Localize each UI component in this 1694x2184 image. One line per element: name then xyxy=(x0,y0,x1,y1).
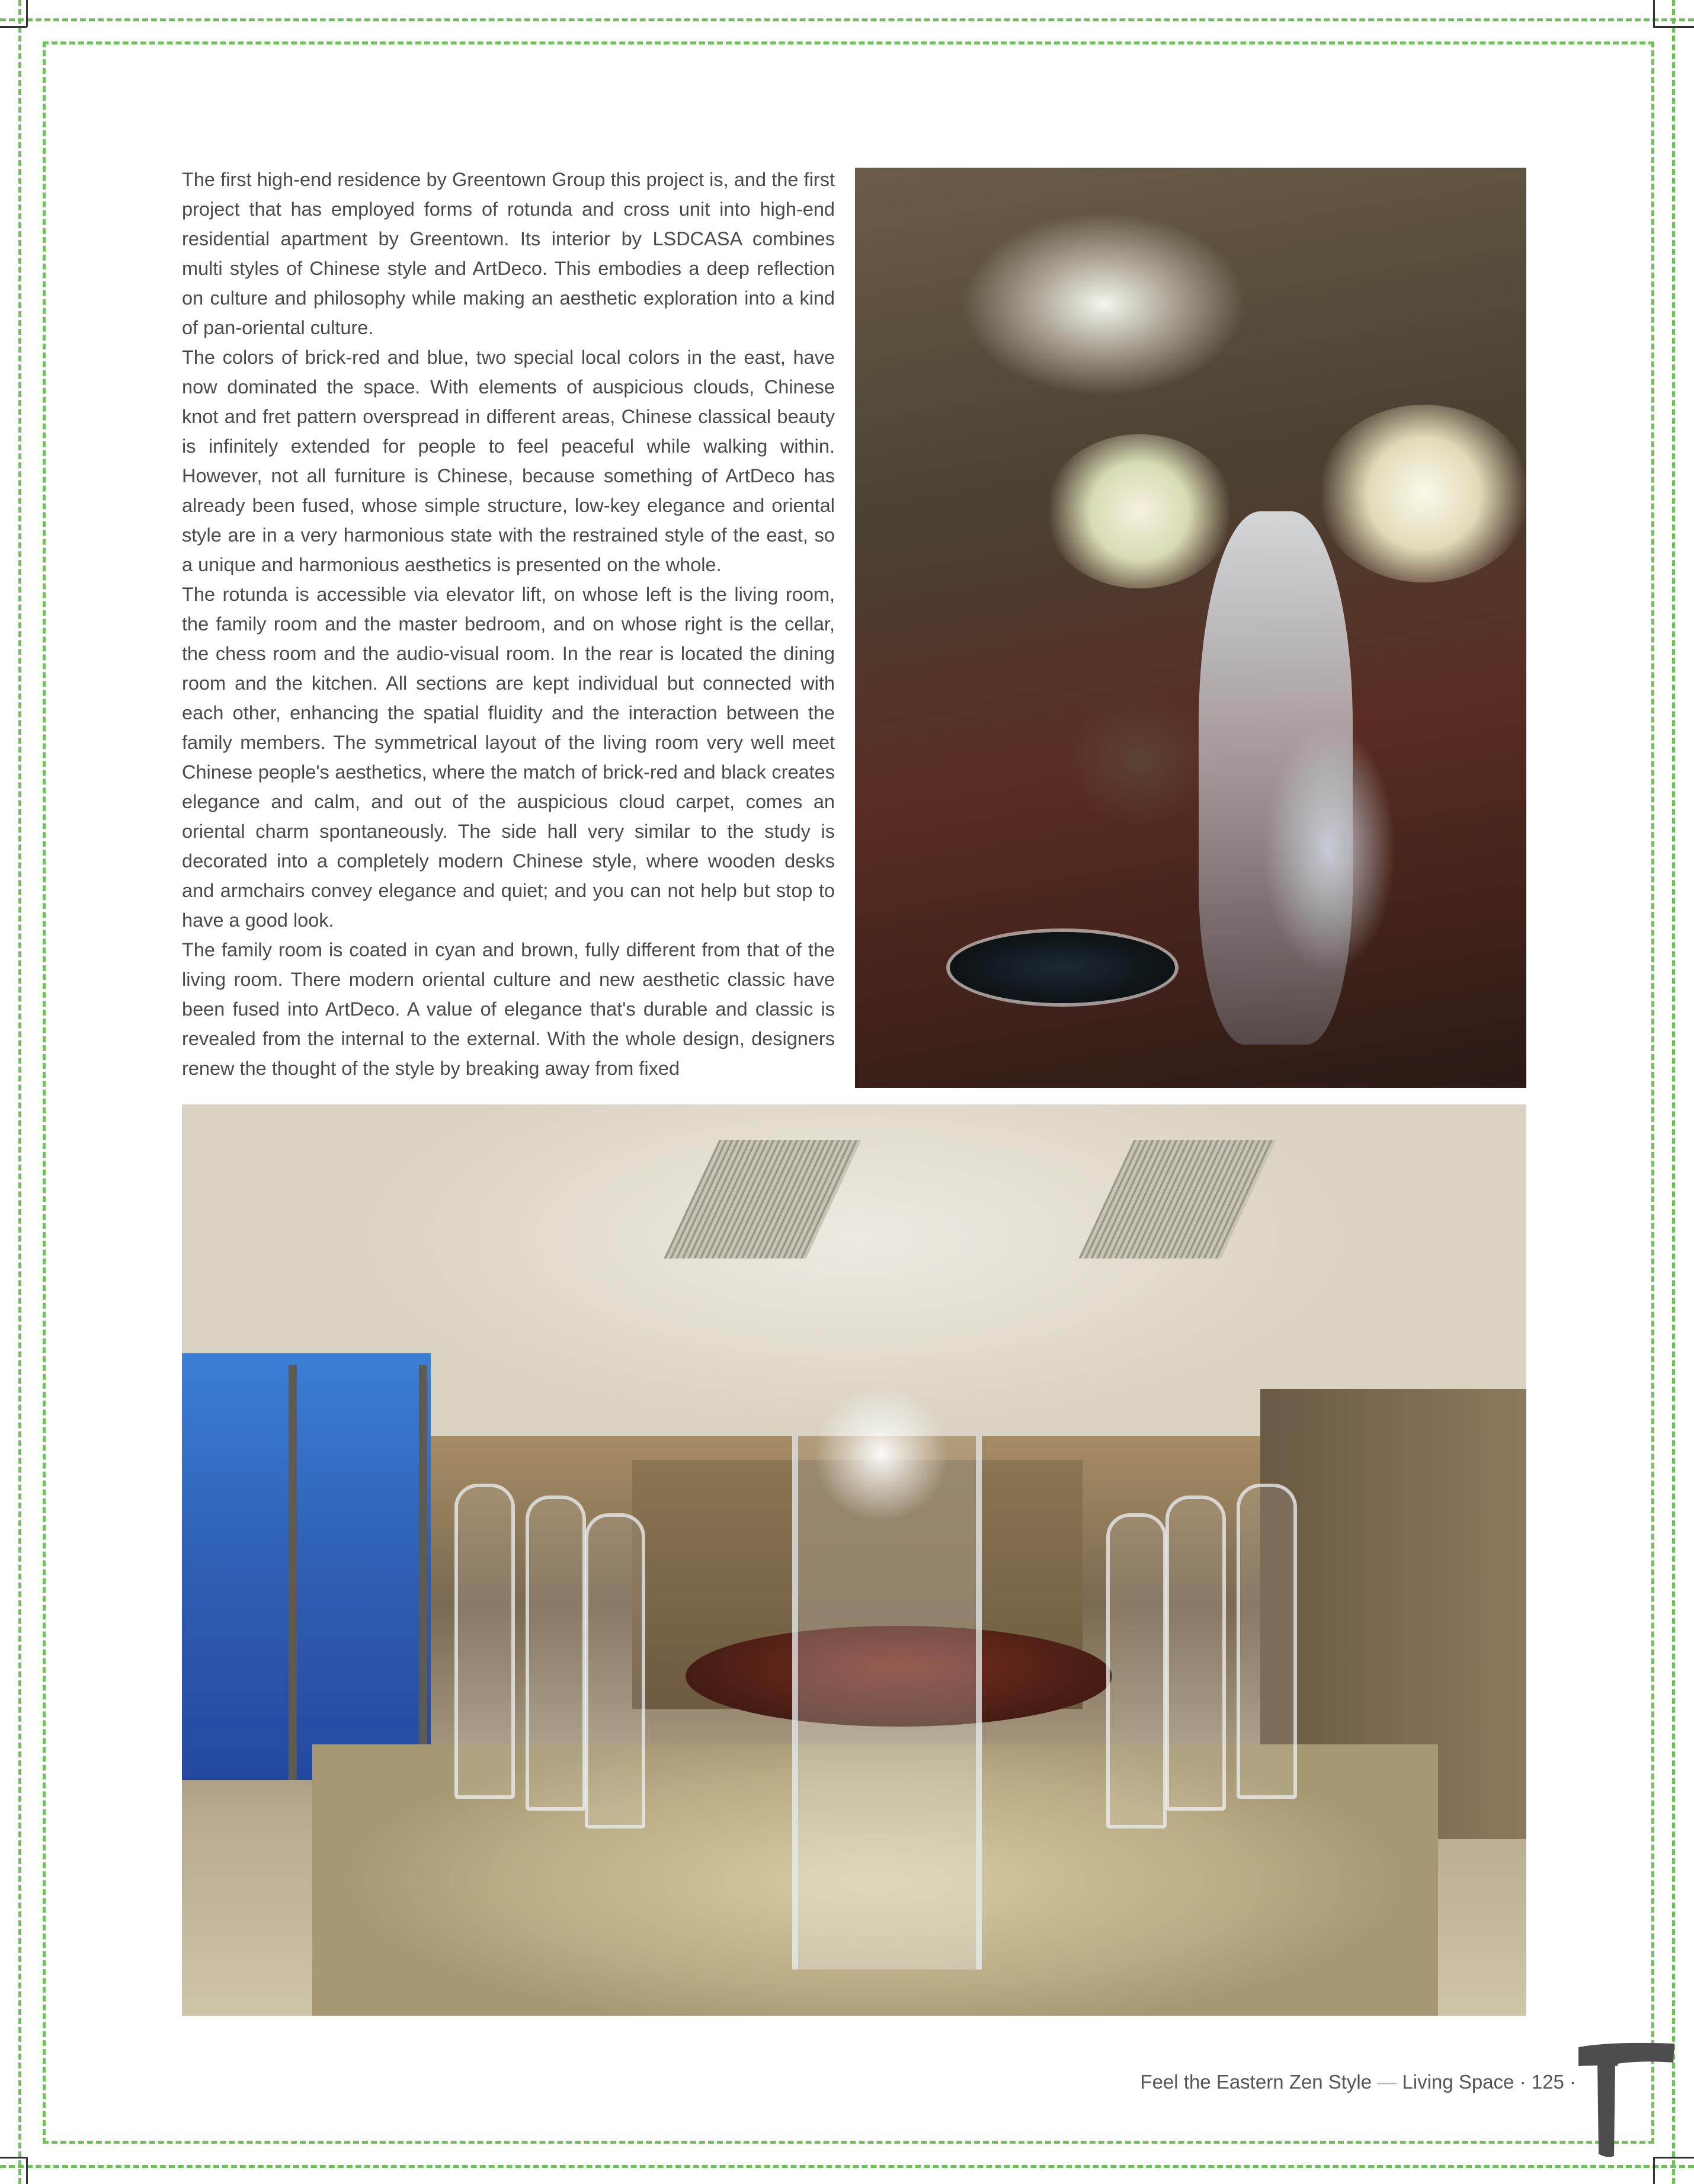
chandelier xyxy=(810,1389,952,1519)
frame-dashed-right xyxy=(1672,0,1675,2184)
acrylic-chair xyxy=(585,1513,645,1828)
flower-arrangement xyxy=(1317,405,1526,582)
acrylic-chair xyxy=(1106,1513,1167,1828)
crop-mark xyxy=(1653,26,1694,28)
section-name: Living Space xyxy=(1402,2071,1514,2093)
frame-dashed-left xyxy=(18,0,21,2184)
crop-mark xyxy=(0,26,27,28)
footer-separator-trailing: · xyxy=(1570,2071,1576,2093)
acrylic-chair xyxy=(1237,1484,1297,1799)
crystal-sculpture xyxy=(1199,511,1353,1045)
table-plate xyxy=(950,932,1175,1003)
window-frame xyxy=(289,1365,297,1780)
footer-separator: · xyxy=(1519,2071,1526,2093)
frame-dashed-top xyxy=(0,18,1694,21)
footer-dash: — xyxy=(1377,2071,1397,2093)
acrylic-chair xyxy=(526,1496,586,1811)
acrylic-chair xyxy=(1165,1496,1226,1811)
page-footer xyxy=(1007,2071,1576,2093)
flower-arrangement xyxy=(1045,434,1234,588)
crop-mark xyxy=(0,2157,27,2159)
window-frame xyxy=(419,1365,427,1780)
brush-stroke-icon xyxy=(1576,2040,1677,2159)
crop-mark xyxy=(1653,2157,1655,2184)
crop-mark xyxy=(26,2157,28,2184)
paragraph-2: The colors of brick-red and blue, two special local colors in the east, have now dominated the space. With elements of auspicious clouds, Chinese knot and fret pattern overspread in different areas, Chinese classical beauty is infinitely extended for people to feel peaceful while walking within. However, not all furniture is Chinese, because something of ArtDeco has already been fused, whose simple structure, low-key elegance and oriental style are in a very harmonious state with the restrained style of the east, so a unique and harmonious aesthetics is presented on the whole. xyxy=(182,347,835,575)
acrylic-chair xyxy=(454,1484,515,1799)
paragraph-3: The rotunda is accessible via elevator lift, on whose left is the living room, the family room and the master bedroom, and on whose right is the cellar, the chess room and the audio-visual room. In the rear is located the dining room and the kitchen. All sections are kept individual but connected with each other, enhancing the spatial fluidity and the interaction between the family members. The symmetrical layout of the living room very well meet Chinese people's aesthetics, where the match of brick-red and black creates elegance and calm, and out of the auspicious cloud carpet, comes an oriental charm spontaneously. The side hall very similar to the study is decorated into a completely modern Chinese style, where wooden desks and armchairs convey elegance and quiet; and you can not help but stop to have a good look. xyxy=(182,584,835,931)
paragraph-4: The family room is coated in cyan and brown, fully different from that of the living room. There modern oriental culture and new aesthetic classic have been fused into ArtDeco. A value of elegance that's durable and classic is revealed from the internal to the external. With the whole design, designers renew the thought of the style by breaking away from fixed xyxy=(182,939,835,1079)
paragraph-1: The first high-end residence by Greentown Group this project is, and the first project that has employed forms of rotunda and cross unit into high-end residential apartment by Greentown. Its interior by LSDCASA combines multi styles of Chinese style and ArtDeco. This embodies a deep reflection on culture and philosophy while making an aesthetic exploration into a kind of pan-oriental culture. xyxy=(182,169,835,338)
book-title: Feel the Eastern Zen Style xyxy=(1140,2071,1372,2093)
dining-table-closeup-photo xyxy=(855,168,1526,1088)
crop-mark xyxy=(26,0,28,27)
dining-room-photo xyxy=(182,1104,1526,2016)
frame-dashed-bottom xyxy=(0,2165,1694,2168)
article-body xyxy=(182,165,835,1083)
window xyxy=(182,1353,431,1780)
page-number: 125 xyxy=(1531,2071,1564,2093)
crop-mark xyxy=(1653,0,1655,27)
